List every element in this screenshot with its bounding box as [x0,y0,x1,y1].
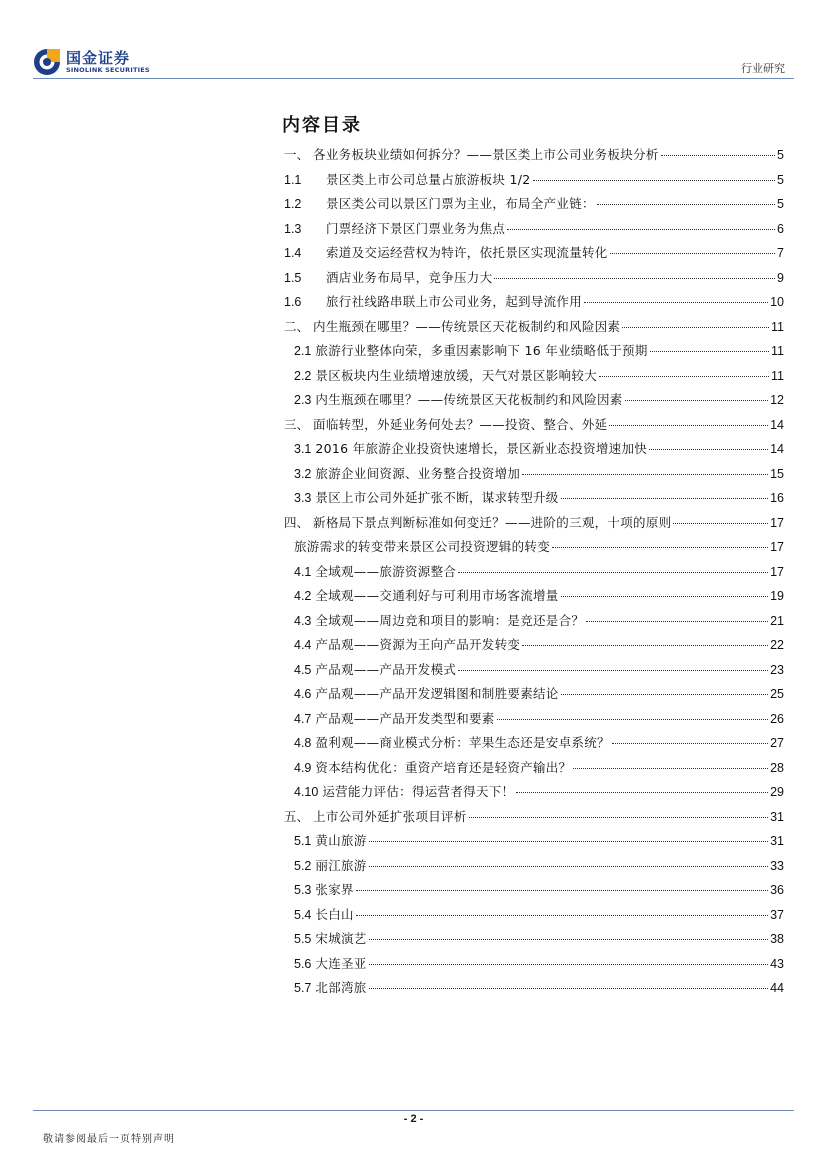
toc-entry-title: 长白山 [315,906,354,922]
toc-entry-title: 丽江旅游 [315,857,367,873]
toc-entry-page: 23 [770,662,784,677]
toc-entry-number: 5.5 [294,932,312,946]
toc-entry[interactable] [284,366,784,391]
toc-dot-leader [661,155,775,156]
toc-dot-leader [497,719,769,720]
toc-dot-leader [533,180,776,181]
toc-entry-page: 17 [770,564,784,579]
toc-dot-leader [599,376,769,377]
toc-entry-title: 张家界 [315,882,354,897]
toc-entry-page: 28 [770,760,784,775]
toc-entry[interactable] [284,782,784,807]
toc-entry-number: 1.5 [284,270,302,285]
toc-entry-title: 资本结构优化：重资产培育还是轻资产输出？ [315,759,572,775]
toc-entry-number: 二、 [284,319,310,334]
toc-entry-number: 1.6 [284,295,302,309]
toc-entry-title: 产品观——产品开发模式 [315,661,457,677]
toc-entry-title: 2016 年旅游企业投资快速增长，景区新业态投资增速加快 [315,441,648,456]
toc-entry-number: 5.6 [294,956,312,971]
toc-entry-title: 大连圣亚 [315,955,367,971]
toc-entry-page: 31 [770,809,784,824]
document-type-label: 行业研究 [741,62,785,75]
toc-dot-leader [369,939,769,940]
toc-entry[interactable] [284,390,784,415]
toc-entry-number: 3.2 [294,466,312,481]
toc-entry-title: 运营能力评估：得运营者得天下！ [322,784,515,799]
toc-entry-title: 全域观——周边竞和项目的影响：是竞还是合？ [315,612,585,628]
toc-entry-page: 19 [770,589,784,603]
toc-entry-number: 5.2 [294,858,312,873]
logo-english-name: SINOLINK SECURITIES [66,65,150,74]
toc-entry-number: 4.2 [294,589,312,603]
toc-entry[interactable] [284,145,784,170]
toc-entry[interactable] [284,243,784,268]
toc-entry-page: 17 [770,540,784,554]
toc-entry-number: 三、 [284,417,310,432]
toc-entry-number: 4.8 [294,736,312,750]
toc-dot-leader [369,841,769,842]
toc-entry[interactable] [284,684,784,709]
toc-entry-title: 新格局下景点判断标准如何变迁？——进阶的三观，十项的原则 [313,514,672,530]
toc-entry[interactable] [284,660,784,685]
toc-entry-number: 5.3 [294,883,312,897]
toc-entry[interactable] [284,586,784,611]
toc-entry-page: 33 [770,858,784,873]
toc-entry-page: 27 [770,736,784,750]
toc-entry[interactable] [284,709,784,734]
toc-entry[interactable] [284,758,784,783]
toc-dot-leader [649,449,768,450]
toc-entry[interactable] [284,562,784,587]
toc-entry-page: 16 [770,491,784,505]
toc-entry-title: 景区上市公司外延扩张不断，谋求转型升级 [315,490,559,505]
toc-entry[interactable] [284,292,784,317]
toc-entry-page: 14 [770,417,784,432]
toc-entry-page: 21 [770,613,784,628]
toc-entry-number: 2.3 [294,393,312,407]
toc-entry[interactable] [284,954,784,979]
toc-entry-page: 26 [770,711,784,726]
toc-entry-page: 15 [770,466,784,481]
toc-entry-number: 4.7 [294,711,312,726]
toc-dot-leader [522,645,768,646]
toc-entry-title: 产品观——产品开发逻辑图和制胜要素结论 [315,686,559,701]
toc-entry[interactable] [284,978,784,1003]
toc-dot-leader [561,498,769,499]
toc-entry[interactable] [284,219,784,244]
toc-entry-page: 29 [770,785,784,799]
toc-entry-title: 各业务板块业绩如何拆分？——景区类上市公司业务板块分析 [313,147,659,162]
toc-entry-number: 3.1 [294,442,312,456]
toc-entry-number: 4.3 [294,613,312,628]
toc-entry[interactable] [284,880,784,905]
toc-entry-title: 面临转型，外延业务何处去？——投资、整合、外延 [313,416,608,432]
toc-dot-leader [584,302,768,303]
toc-dot-leader [586,621,768,622]
toc-entry[interactable] [284,635,784,660]
toc-entry-title: 内生瓶颈在哪里？——传统景区天花板制约和风险因素 [313,318,621,334]
toc-entry-title: 旅游行业整体向荣，多重因素影响下 16 年业绩略低于预期 [315,343,648,358]
toc-entry[interactable] [284,268,784,293]
toc-dot-leader [561,596,769,597]
toc-entry-title: 产品观——资源为王向产品开发转变 [315,637,521,652]
toc-dot-leader [458,670,768,671]
toc-entry-page: 7 [777,246,784,260]
toc-entry-title: 宋城演艺 [315,931,367,946]
toc-dot-leader [597,204,775,205]
toc-entry-number: 4.9 [294,760,312,775]
toc-dot-leader [458,572,768,573]
toc-entry-page: 6 [777,221,784,236]
toc-dot-leader [522,474,768,475]
toc-entry-number: 1.1 [284,172,302,187]
footer-divider [33,1110,794,1111]
toc-entry-number: 5.4 [294,907,312,922]
company-logo [33,47,150,77]
toc-entry-number: 4.5 [294,662,312,677]
toc-entry[interactable] [284,905,784,930]
toc-entry-page: 9 [777,270,784,285]
toc-entry-number: 1.4 [284,246,302,260]
toc-entry-page: 11 [771,319,784,334]
table-of-contents [284,145,784,1003]
toc-entry[interactable] [284,513,784,538]
toc-entry-number: 3.3 [294,491,312,505]
toc-entry-title: 盈利观——商业模式分析：苹果生态还是安卓系统？ [315,735,610,750]
toc-entry-number: 2.2 [294,368,312,383]
toc-dot-leader [516,792,768,793]
toc-entry-page: 22 [770,638,784,652]
toc-entry-title: 全域观——旅游资源整合 [315,563,457,579]
toc-entry[interactable] [284,415,784,440]
toc-entry-title: 内生瓶颈在哪里？——传统景区天花板制约和风险因素 [315,392,623,407]
toc-entry-page: 37 [770,907,784,922]
toc-dot-leader [625,400,769,401]
toc-entry-page: 31 [770,834,784,848]
toc-dot-leader [552,547,768,548]
sinolink-logo-icon [33,48,61,76]
toc-dot-leader [612,743,768,744]
toc-entry-number: 4.1 [294,564,312,579]
toc-entry-title: 旅行社线路串联上市公司业务，起到导流作用 [326,294,583,309]
toc-entry-page: 36 [770,883,784,897]
toc-entry-page: 17 [770,515,784,530]
toc-entry-title: 门票经济下景区门票业务为焦点 [326,220,506,236]
toc-entry-title: 产品观——产品开发类型和要素 [315,710,495,726]
toc-entry[interactable] [284,856,784,881]
toc-entry[interactable] [284,488,784,513]
toc-entry-page: 25 [770,687,784,701]
toc-entry-number: 4.10 [294,785,319,799]
toc-dot-leader [573,768,768,769]
toc-dot-leader [356,890,768,891]
toc-dot-leader [469,817,768,818]
toc-dot-leader [369,866,769,867]
toc-entry-title: 景区类公司以景区门票为主业，布局全产业链： [326,196,595,211]
toc-title: 内容目录 [282,115,362,136]
toc-entry-title: 景区板块内生业绩增速放缓，天气对景区影响较大 [315,367,597,383]
toc-entry-page: 43 [770,956,784,971]
toc-entry-page: 11 [771,344,784,358]
toc-entry-number: 5.1 [294,834,312,848]
toc-entry-number: 1.2 [284,197,302,211]
toc-dot-leader [369,988,769,989]
toc-entry-title: 旅游需求的转变带来景区公司投资逻辑的转变 [294,539,551,554]
toc-entry-title: 酒店业务布局早，竞争压力大 [326,269,493,285]
toc-entry-title: 北部湾旅 [315,980,367,995]
toc-entry-number: 5.7 [294,981,312,995]
toc-entry-page: 11 [771,368,784,383]
toc-entry-number: 2.1 [294,344,312,358]
toc-dot-leader [673,523,768,524]
toc-entry[interactable] [284,464,784,489]
toc-dot-leader [369,964,769,965]
toc-entry-number: 4.6 [294,687,312,701]
toc-entry-number: 4.4 [294,638,312,652]
toc-dot-leader [494,278,775,279]
toc-entry-number: 1.3 [284,221,302,236]
toc-entry[interactable] [284,317,784,342]
toc-entry[interactable] [284,170,784,195]
toc-entry[interactable] [284,537,784,562]
toc-entry[interactable] [284,831,784,856]
toc-entry-number: 四、 [284,515,310,530]
toc-entry-number: 五、 [284,809,310,824]
header-divider [33,78,794,79]
toc-entry[interactable] [284,194,784,219]
disclaimer-note: 敬请参阅最后一页特别声明 [43,1134,175,1145]
toc-entry-page: 10 [770,295,784,309]
toc-dot-leader [507,229,775,230]
toc-entry-page: 12 [770,393,784,407]
toc-entry-title: 景区类上市公司总量占旅游板块 1/2 [326,171,531,187]
page-number: - 2 - [403,1113,424,1125]
toc-entry[interactable] [284,439,784,464]
toc-entry[interactable] [284,611,784,636]
toc-entry-title: 索道及交运经营权为特许，依托景区实现流量转化 [326,245,608,260]
toc-entry-page: 5 [777,148,784,162]
toc-dot-leader [609,425,768,426]
toc-entry-title: 上市公司外延扩张项目评析 [313,808,467,824]
logo-chinese-name: 国金证券 [66,48,131,67]
toc-entry-page: 44 [770,981,784,995]
toc-entry[interactable] [284,733,784,758]
toc-entry-page: 38 [770,932,784,946]
toc-entry[interactable] [284,341,784,366]
toc-entry-page: 5 [777,172,784,187]
toc-entry[interactable] [284,807,784,832]
toc-entry-title: 旅游企业间资源、业务整合投资增加 [315,465,521,481]
toc-entry-number: 一、 [284,148,310,162]
toc-entry[interactable] [284,929,784,954]
toc-entry-page: 14 [770,442,784,456]
toc-dot-leader [610,253,775,254]
toc-entry-page: 5 [777,197,784,211]
toc-dot-leader [561,694,769,695]
toc-dot-leader [356,915,768,916]
toc-entry-title: 黄山旅游 [315,833,367,848]
toc-entry-title: 全域观——交通利好与可利用市场客流增量 [315,588,559,603]
toc-dot-leader [622,327,769,328]
toc-dot-leader [650,351,769,352]
